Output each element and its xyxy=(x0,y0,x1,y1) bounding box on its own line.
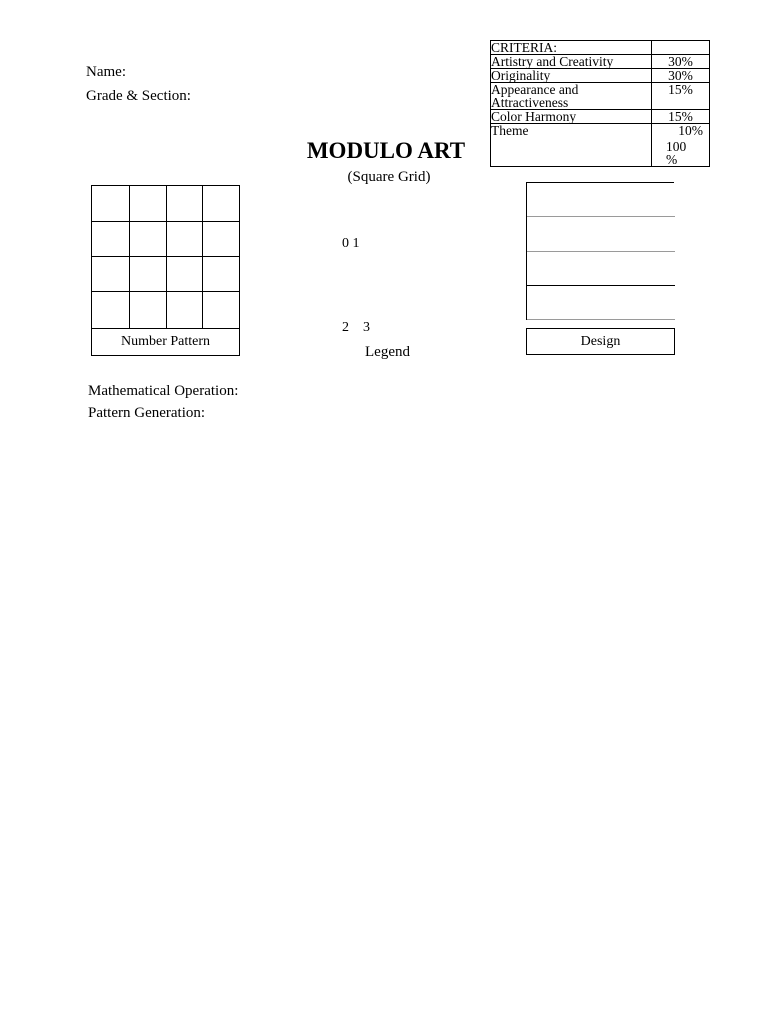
criteria-total: 100 xyxy=(665,139,687,154)
grid-cell xyxy=(92,292,130,329)
criteria-row xyxy=(491,83,710,110)
grid-cell xyxy=(92,186,130,222)
criteria-table xyxy=(490,40,710,167)
grid-cell xyxy=(203,292,239,329)
grid-cell xyxy=(130,186,167,222)
math-operation-label: Mathematical Operation: xyxy=(88,383,239,399)
criteria-row xyxy=(491,69,710,83)
grid-cell xyxy=(203,222,239,257)
grid-cell xyxy=(130,222,167,257)
criteria-value: 10% xyxy=(678,123,703,138)
legend-label: Legend xyxy=(365,344,410,360)
legend-bottom-values: 2 3 xyxy=(342,320,370,335)
criteria-header-value xyxy=(651,41,709,55)
criteria-label: Appearance and Attractiveness xyxy=(491,83,652,110)
criteria-header: CRITERIA: xyxy=(491,41,652,55)
number-pattern-caption: Number Pattern xyxy=(120,334,211,349)
design-rule xyxy=(527,285,675,286)
criteria-label: Color Harmony xyxy=(491,110,652,124)
criteria-row xyxy=(491,124,710,167)
criteria-label: Originality xyxy=(491,69,652,83)
criteria-row xyxy=(491,55,710,69)
page-title: MODULO ART xyxy=(306,138,466,163)
grade-section-label: Grade & Section: xyxy=(86,88,191,104)
design-area xyxy=(526,182,674,320)
grid-cell xyxy=(167,186,203,222)
grid-cell xyxy=(203,186,239,222)
name-label: Name: xyxy=(86,64,126,80)
grid-cell xyxy=(167,222,203,257)
grid-cell xyxy=(92,222,130,257)
criteria-value: 30% xyxy=(651,69,709,83)
grid-cell xyxy=(92,257,130,292)
criteria-label: Theme xyxy=(491,124,652,167)
criteria-total-percent: % xyxy=(665,152,678,167)
pattern-generation-label: Pattern Generation: xyxy=(88,405,206,421)
design-rule xyxy=(527,319,675,320)
criteria-value: 15% xyxy=(651,83,709,110)
number-pattern-grid xyxy=(91,185,240,356)
legend-top-values: 0 1 xyxy=(342,236,360,251)
criteria-header-row xyxy=(491,41,710,55)
criteria-total-cell xyxy=(651,124,709,167)
criteria-label: Artistry and Creativity xyxy=(491,55,652,69)
design-rule xyxy=(527,251,675,252)
grid-cell xyxy=(167,257,203,292)
grid-cell xyxy=(203,257,239,292)
grid-cell xyxy=(130,257,167,292)
criteria-value: 15% xyxy=(651,110,709,124)
design-rule xyxy=(527,216,675,217)
grid-cell xyxy=(130,292,167,329)
criteria-row xyxy=(491,110,710,124)
design-caption: Design xyxy=(526,328,675,355)
grid-cell xyxy=(167,292,203,329)
page-subtitle: (Square Grid) xyxy=(347,169,431,185)
criteria-value: 30% xyxy=(651,55,709,69)
